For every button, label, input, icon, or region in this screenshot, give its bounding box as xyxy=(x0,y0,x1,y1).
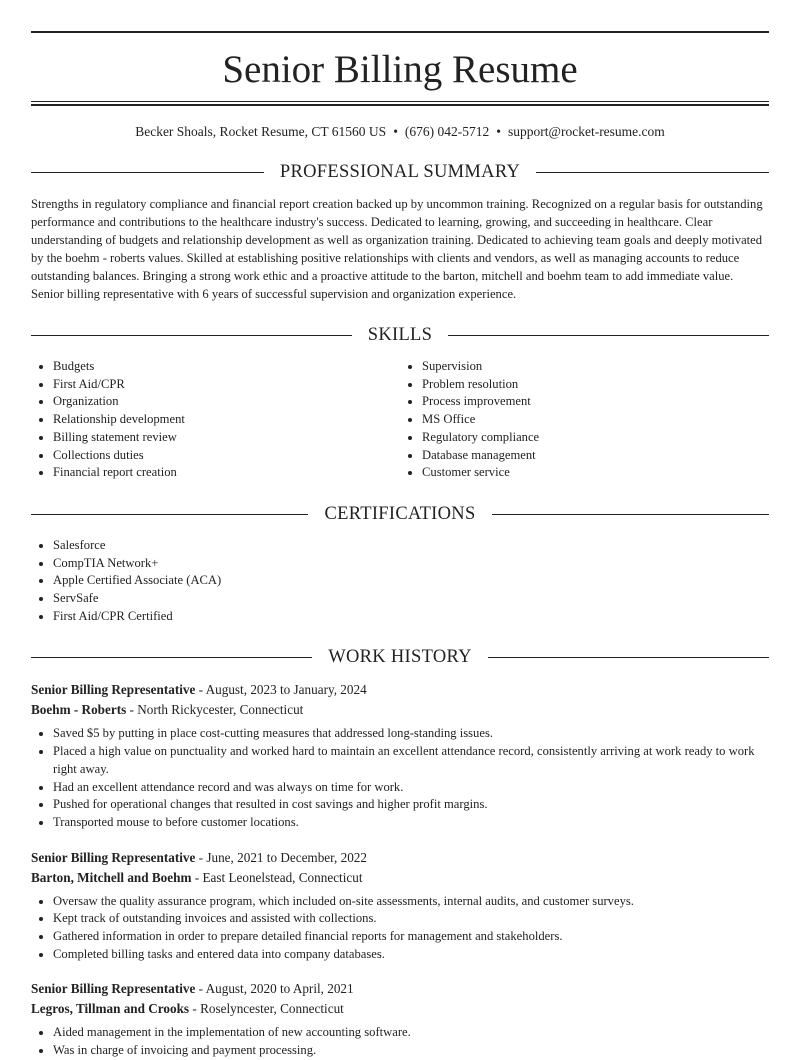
job-title: Senior Billing Representative xyxy=(31,981,196,997)
job-separator: - xyxy=(126,702,138,718)
heading-rule xyxy=(492,514,769,515)
job-dates: August, 2023 to January, 2024 xyxy=(205,682,367,698)
skill-item: • Customer service xyxy=(422,464,769,482)
section-heading-summary xyxy=(31,162,769,183)
job-bullet: • Saved $5 by putting in place cost-cutting measures that addressed long-standing issues. xyxy=(53,725,769,743)
professional-summary-text: Strengths in regulatory compliance and financial report creation backed up by uncommon training. Recognized on a regular basis for outstanding performance and contributions to the healthcare industry's success. Dedicated to learning, growing, and succeeding in healthcare. Clear understanding of budgets and relationship development as well as organization training. Dedicated to achieving team goals and deeply motivated by the boehm - roberts values. Skilled at establishing positive relationships with clients and vendors, as well as managing accounts to reduce outstanding balances. Bringing a strong work ethic and a proactive attitude to the barton, mitchell and boehm team to add immediate value. Senior billing representative with 6 years of successful supervision and organization experience. xyxy=(31,197,763,301)
contact-separator: • xyxy=(393,124,398,139)
job-bullet: • Kept track of outstanding invoices and assisted with collections. xyxy=(53,910,769,928)
top-rule xyxy=(31,31,769,33)
job-title-line xyxy=(31,680,769,700)
job-location: East Leonelstead, Connecticut xyxy=(202,869,363,885)
heading-rule xyxy=(31,335,352,336)
work-history-list xyxy=(31,680,769,1059)
job-bullet: • Completed billing tasks and entered data into company databases. xyxy=(53,946,769,964)
job-separator: - xyxy=(195,849,207,865)
skill-item: • Billing statement review xyxy=(53,429,400,447)
skills-columns xyxy=(31,358,769,482)
skill-item: • First Aid/CPR xyxy=(53,376,400,394)
section-title-summary: PROFESSIONAL SUMMARY xyxy=(279,162,521,182)
job-bullet: • Aided management in the implementation of new accounting software. xyxy=(53,1024,769,1042)
job-company-line xyxy=(31,999,769,1019)
contact-email: support@rocket-resume.com xyxy=(508,124,665,139)
resume-title: Senior Billing Resume xyxy=(222,48,578,91)
job-company-line xyxy=(31,700,769,720)
heading-rule xyxy=(31,172,264,173)
job-bullet: • Pushed for operational changes that resulted in cost savings and higher profit margins. xyxy=(53,796,769,814)
job-bullet: • Placed a high value on punctuality and worked hard to maintain an excellent attendance record, consistently arriving at work ready to work right away. xyxy=(53,743,769,778)
job-dates: August, 2020 to April, 2021 xyxy=(205,981,354,997)
section-title-certifications: CERTIFICATIONS xyxy=(324,503,476,524)
job-location: Roselyncester, Connecticut xyxy=(200,1001,344,1017)
contact-separator: • xyxy=(496,124,502,139)
job-title: Senior Billing Representative xyxy=(31,849,196,865)
certification-item: • ServSafe xyxy=(53,590,769,608)
job-entry xyxy=(31,979,769,1059)
job-bullets xyxy=(31,1024,769,1059)
certification-item: • Salesforce xyxy=(53,537,769,555)
contact-line xyxy=(31,124,769,140)
section-heading-certifications xyxy=(31,504,769,525)
heading-rule xyxy=(448,335,769,336)
contact-phone: (676) 042-5712 xyxy=(404,124,490,139)
section-heading-work xyxy=(31,647,769,668)
certification-item: • Apple Certified Associate (ACA) xyxy=(53,572,769,590)
heading-rule xyxy=(31,514,308,515)
heading-rule xyxy=(488,657,769,658)
skill-item: • Supervision xyxy=(422,358,769,376)
contact-address: Becker Shoals, Rocket Resume, CT 61560 US xyxy=(135,124,387,139)
job-location: North Rickycester, Connecticut xyxy=(137,702,304,718)
skill-item: • Collections duties xyxy=(53,447,400,465)
job-bullet: • Had an excellent attendance record and was always on time for work. xyxy=(53,779,769,797)
skill-item: • Financial report creation xyxy=(53,464,400,482)
job-company: Barton, Mitchell and Boehm xyxy=(31,869,192,885)
job-title-line xyxy=(31,979,769,999)
certification-item: • CompTIA Network+ xyxy=(53,555,769,573)
job-bullet: • Oversaw the quality assurance program, which included on-site assessments, internal audits, and customer surveys. xyxy=(53,893,769,911)
job-bullets xyxy=(31,725,769,831)
job-separator: - xyxy=(195,682,206,698)
heading-rule xyxy=(536,172,769,173)
skill-item: • Budgets xyxy=(53,358,400,376)
job-bullets xyxy=(31,893,769,964)
section-title-skills: SKILLS xyxy=(367,325,433,345)
skill-item: • Database management xyxy=(422,447,769,465)
job-company-line xyxy=(31,868,769,888)
job-title-line xyxy=(31,848,769,868)
job-entry xyxy=(31,680,769,831)
section-title-work: WORK HISTORY xyxy=(328,647,472,668)
skill-item: • Problem resolution xyxy=(422,376,769,394)
job-bullet: • Gathered information in order to prepare detailed financial reports for management and stakeholders. xyxy=(53,928,769,946)
job-bullet: • Was in charge of invoicing and payment processing. xyxy=(53,1042,769,1060)
certification-item: • First Aid/CPR Certified xyxy=(53,608,769,626)
job-bullet: • Transported mouse to before customer locations. xyxy=(53,814,769,832)
skill-item: • Organization xyxy=(53,393,400,411)
job-company: Boehm - Roberts xyxy=(31,702,127,718)
skill-item: • Process improvement xyxy=(422,393,769,411)
skills-list-left xyxy=(31,358,400,482)
job-entry xyxy=(31,848,769,964)
certifications-list xyxy=(31,537,769,626)
resume-page xyxy=(31,0,769,1060)
heading-rule xyxy=(31,657,312,658)
job-separator: - xyxy=(195,981,206,997)
title-double-rule xyxy=(31,101,769,106)
skill-item: • MS Office xyxy=(422,411,769,429)
job-title: Senior Billing Representative xyxy=(31,682,196,698)
skill-item: • Relationship development xyxy=(53,411,400,429)
job-company: Legros, Tillman and Crooks xyxy=(31,1001,190,1017)
job-dates: June, 2021 to December, 2022 xyxy=(206,849,367,865)
skills-list-right xyxy=(400,358,769,482)
job-separator: - xyxy=(189,1001,201,1017)
skill-item: • Regulatory compliance xyxy=(422,429,769,447)
section-heading-skills xyxy=(31,325,769,346)
job-separator: - xyxy=(191,869,203,885)
